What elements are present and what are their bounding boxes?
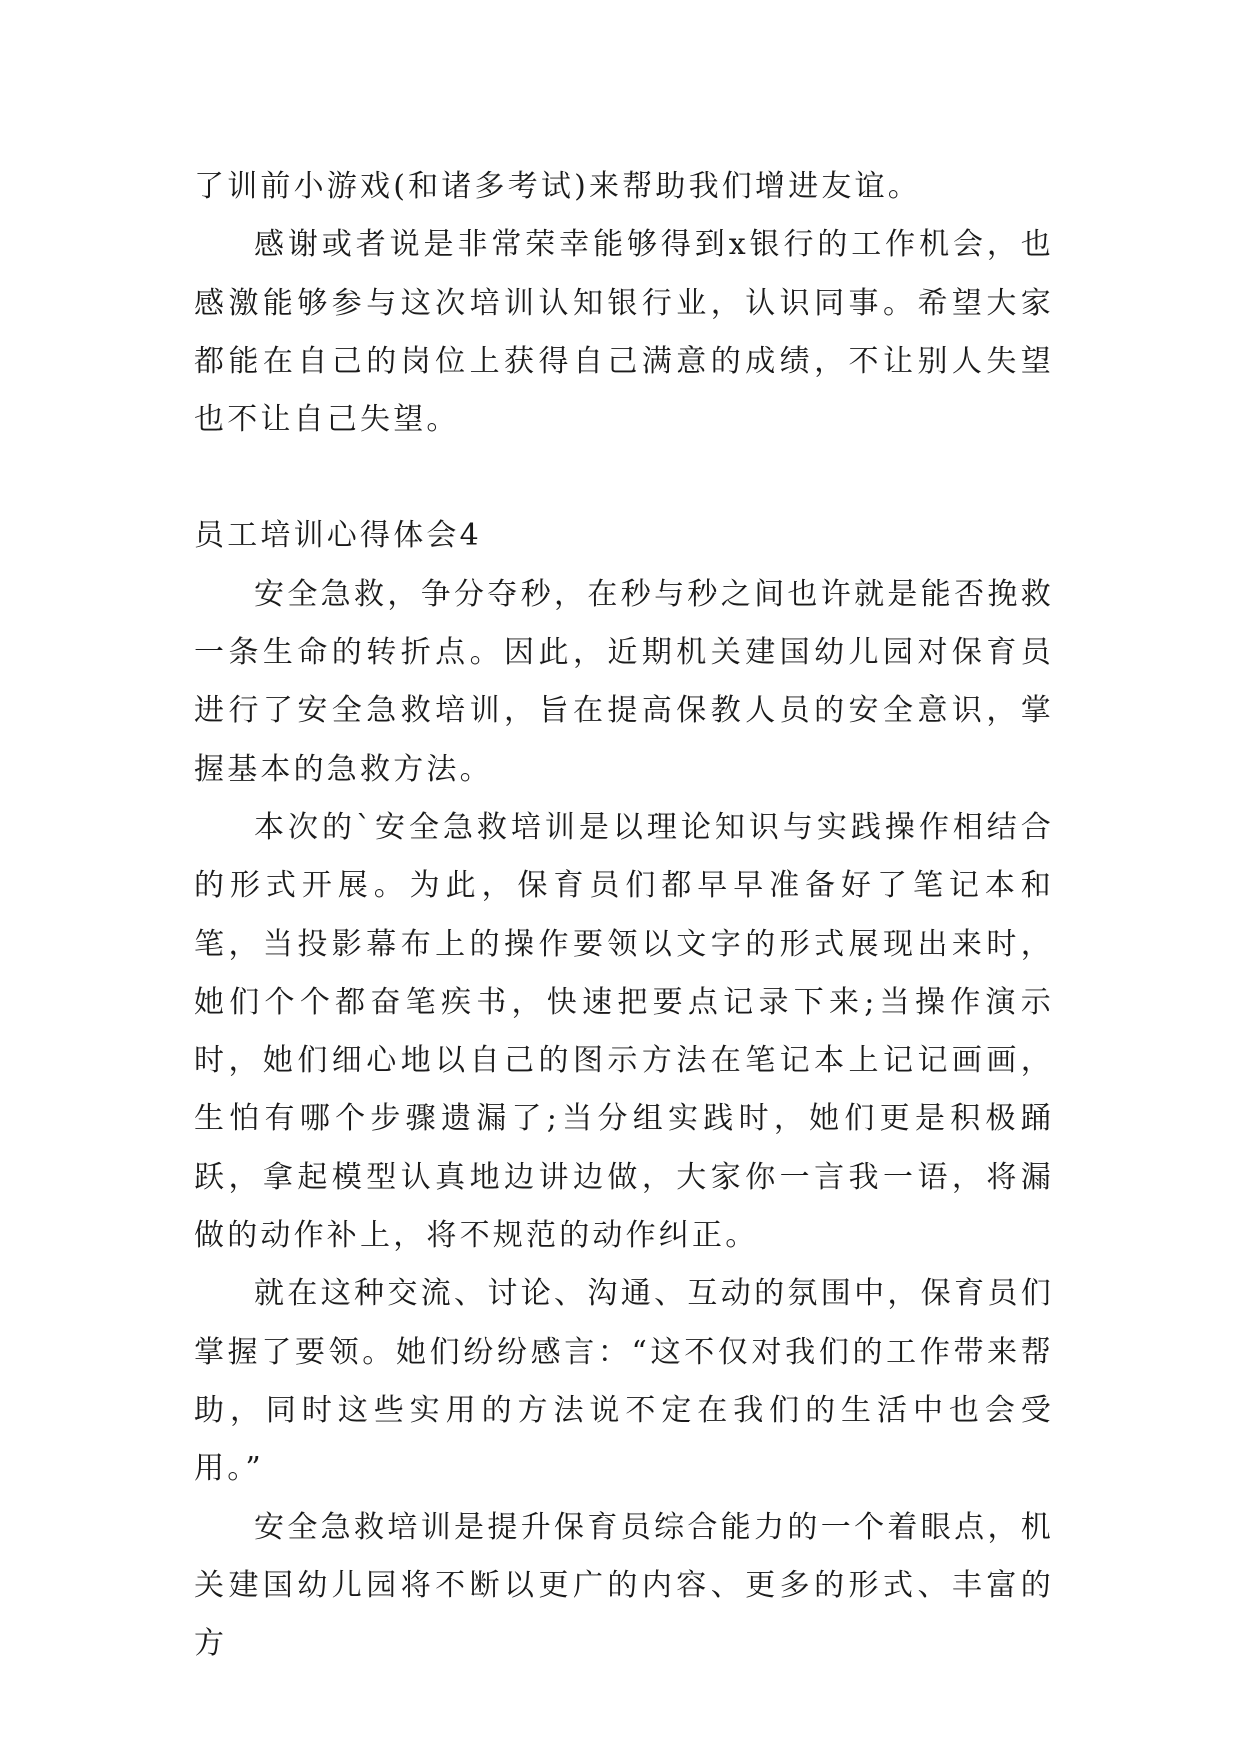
paragraph-conclusion: 安全急救培训是提升保育员综合能力的一个着眼点，机关建国幼儿园将不断以更广的内容、更多的形式、丰富的方 [194,1509,1054,1662]
document-body [194,158,1054,1673]
paragraph-continuation: 了训前小游戏(和诸多考试)来帮助我们增进友谊。 [194,169,922,204]
paragraph-exchange: 就在这种交流、讨论、沟通、互动的氛围中，保育员们掌握了要领。她们纷纷感言：“这不仅对我们的工作带来帮助，同时这些实用的方法说不定在我们的生活中也会受用。” [194,1276,1054,1487]
paragraph-training-format: 本次的`安全急救培训是以理论知识与实践操作相结合的形式开展。为此，保育员们都早早准备好了笔记本和笔，当投影幕布上的操作要领以文字的形式展现出来时，她们个个都奋笔疾书，快速把要点记录下来;当操作演示时，她们细心地以自己的图示方法在笔记本上记记画画，生怕有哪个步骤遗漏了;当分组实践时，她们更是积极踊跃，拿起模型认真地边讲边做，大家你一言我一语，将漏做的动作补上，将不规范的动作纠正。 [194,809,1054,1254]
section-title: 员工培训心得体会4 [194,518,482,554]
paragraph-thanks: 感谢或者说是非常荣幸能够得到x银行的工作机会，也感激能够参与这次培训认知银行业，认识同事。希望大家都能在自己的岗位上获得自己满意的成绩，不让别人失望也不让自己失望。 [194,227,1054,438]
paragraph-first-aid-intro: 安全急救，争分夺秒，在秒与秒之间也许就是能否挽救一条生命的转折点。因此，近期机关建国幼儿园对保育员进行了安全急救培训，旨在提高保教人员的安全意识，掌握基本的急救方法。 [194,576,1054,787]
